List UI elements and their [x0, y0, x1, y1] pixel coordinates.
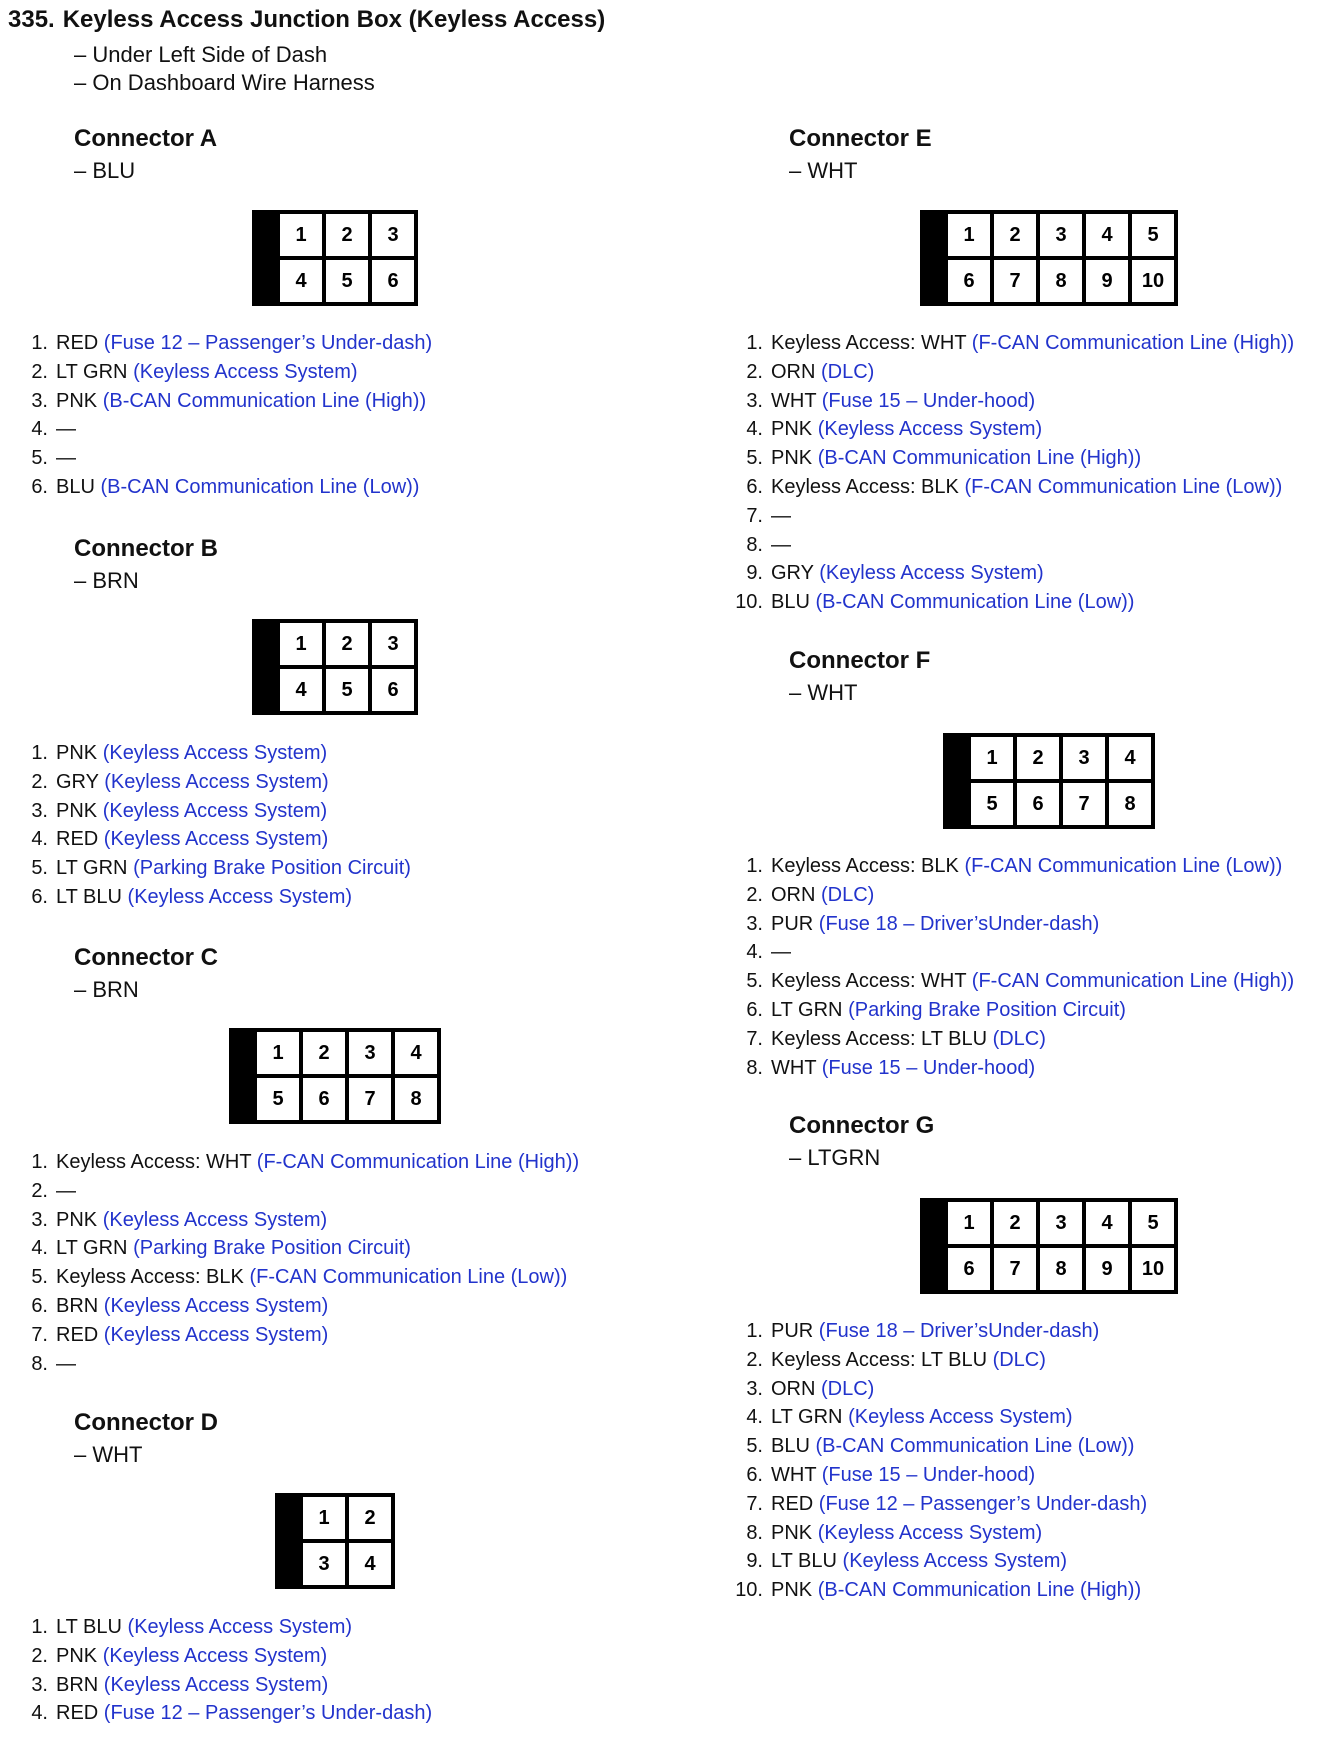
- pin-list-item: [8, 1350, 579, 1379]
- pin-number: 4.: [746, 941, 763, 964]
- wire-color: PNK: [56, 1208, 98, 1231]
- pin-cell: 8: [395, 1078, 437, 1120]
- connector-e-diagram: [920, 210, 1178, 306]
- pin-number: 4.: [31, 828, 48, 851]
- pin-number: 9.: [746, 562, 763, 585]
- pin-list-item: [723, 996, 1294, 1025]
- pin-cell: 1: [280, 214, 322, 256]
- pin-number: 8.: [746, 533, 763, 556]
- connector-name: Connector F: [789, 647, 931, 674]
- pin-list-item: [723, 938, 1294, 967]
- wire-color: ORN: [771, 360, 816, 383]
- pin-list-item: [8, 1234, 579, 1263]
- connector-f-diagram: [943, 733, 1155, 829]
- circuit-description: (Keyless Access System): [102, 1644, 328, 1667]
- pin-cell: 1: [948, 214, 990, 256]
- pin-list-item: [723, 1346, 1147, 1375]
- circuit-description: (Keyless Access System): [103, 1673, 329, 1696]
- pin-list-item: [8, 797, 411, 826]
- circuit-description: (Fuse 18 – Driver’sUnder-dash): [818, 912, 1100, 935]
- pin-cell: 3: [1040, 1202, 1082, 1244]
- pin-list-item: [8, 1671, 432, 1700]
- wire-color: LT BLU: [771, 1550, 837, 1573]
- pin-number: 8.: [746, 1521, 763, 1544]
- wire-color: RED: [56, 332, 99, 354]
- connector-a-diagram: [252, 210, 418, 306]
- pin-list-item: [723, 1317, 1147, 1346]
- wire-color: Keyless Access: BLK: [56, 1266, 244, 1289]
- pin-list-item: [8, 1321, 579, 1350]
- pin-cell: 4: [280, 669, 322, 711]
- circuit-description: (B-CAN Communication Line (High)): [817, 1579, 1142, 1602]
- pin-cell: 2: [1017, 737, 1059, 779]
- wire-color: PNK: [56, 389, 98, 412]
- pin-cell: 3: [303, 1543, 345, 1585]
- pin-number: 5.: [746, 447, 763, 470]
- pin-number: 3.: [31, 1673, 48, 1696]
- connector-d-pin-list: [8, 1613, 432, 1728]
- pin-list-item: [723, 1576, 1147, 1605]
- circuit-description: (Keyless Access System): [127, 1616, 353, 1638]
- pin-list-item: [8, 883, 411, 912]
- circuit-description: (DLC): [992, 1027, 1046, 1050]
- pin-cell: 2: [349, 1497, 391, 1539]
- circuit-description: (F-CAN Communication Line (High)): [256, 1151, 580, 1173]
- wire-color: WHT: [771, 1056, 817, 1079]
- wire-color: BLU: [56, 475, 95, 498]
- pin-number: 1.: [31, 742, 48, 764]
- circuit-description: (Keyless Access System): [817, 418, 1043, 441]
- circuit-description: (Parking Brake Position Circuit): [133, 1237, 411, 1260]
- pin-list-item: [723, 1490, 1147, 1519]
- pin-number: 1.: [746, 332, 763, 354]
- pin-cell: 4: [1086, 1202, 1128, 1244]
- pin-cell: 7: [349, 1078, 391, 1120]
- wire-color: WHT: [771, 389, 817, 412]
- wire-color: RED: [56, 828, 99, 851]
- pin-cell: 3: [372, 623, 414, 665]
- connector-name: Connector B: [74, 535, 218, 562]
- pin-list-item: [8, 1263, 579, 1292]
- wire-color: Keyless Access: BLK: [771, 855, 959, 877]
- pin-number: 2.: [31, 1179, 48, 1202]
- pin-cell: 4: [1086, 214, 1128, 256]
- pin-cell: 3: [349, 1032, 391, 1074]
- circuit-description: (Fuse 15 – Under-hood): [821, 1463, 1036, 1486]
- pin-list-item: [8, 473, 432, 502]
- wire-color: LT GRN: [771, 1406, 843, 1429]
- pin-list-item: [8, 444, 432, 473]
- pin-list-item: [723, 1025, 1294, 1054]
- pin-list-item: [8, 329, 432, 358]
- circuit-description: (B-CAN Communication Line (Low)): [815, 1435, 1135, 1458]
- pin-number: 3.: [31, 799, 48, 822]
- pin-number: 7.: [746, 504, 763, 527]
- pin-cell: 10: [1132, 260, 1174, 302]
- pin-cell: 2: [303, 1032, 345, 1074]
- pin-cell: 2: [994, 214, 1036, 256]
- circuit-description: (Keyless Access System): [102, 742, 328, 764]
- pin-cell: 5: [326, 260, 368, 302]
- wire-color: PUR: [771, 1320, 814, 1342]
- pin-cell: 5: [257, 1078, 299, 1120]
- connector-color: – BRN: [74, 977, 139, 1002]
- pin-number: 7.: [746, 1492, 763, 1515]
- pin-number: 6.: [31, 885, 48, 908]
- pin-number: 3.: [31, 389, 48, 412]
- pin-list-item: [8, 1292, 579, 1321]
- circuit-description: (F-CAN Communication Line (High)): [971, 332, 1295, 354]
- pin-list-item: [8, 1206, 579, 1235]
- pin-cell: 3: [372, 214, 414, 256]
- pin-cell: 5: [326, 669, 368, 711]
- pin-cell: 4: [349, 1543, 391, 1585]
- pin-list-item: [8, 387, 432, 416]
- wire-color: Keyless Access: WHT: [771, 332, 967, 354]
- pin-cell: 9: [1086, 260, 1128, 302]
- wire-color: LT GRN: [771, 998, 843, 1021]
- pin-cell: 6: [303, 1078, 345, 1120]
- pin-number: 6.: [746, 998, 763, 1021]
- pin-number: 8.: [31, 1352, 48, 1375]
- pin-list-item: [723, 967, 1294, 996]
- circuit-description: (Keyless Access System): [102, 799, 328, 822]
- circuit-description: (F-CAN Communication Line (Low)): [964, 855, 1283, 877]
- pin-list-item: [8, 768, 411, 797]
- pin-number: 6.: [746, 475, 763, 498]
- wire-color: —: [771, 533, 791, 556]
- circuit-description: (Keyless Access System): [819, 562, 1044, 585]
- wire-color: LT GRN: [56, 857, 128, 880]
- pin-list-item: [723, 444, 1294, 473]
- circuit-description: (B-CAN Communication Line (Low)): [815, 591, 1135, 614]
- circuit-description: (DLC): [821, 360, 875, 383]
- pin-number: 3.: [746, 912, 763, 935]
- connector-color: – WHT: [789, 158, 858, 183]
- pin-number: 10.: [735, 1579, 763, 1602]
- pin-list-item: [723, 1403, 1147, 1432]
- wire-color: BRN: [56, 1673, 99, 1696]
- pin-list-item: [8, 358, 432, 387]
- connector-color: – WHT: [789, 680, 858, 705]
- circuit-description: (Keyless Access System): [103, 1294, 329, 1317]
- connector-name: Connector A: [74, 125, 218, 152]
- pin-list-item: [723, 1375, 1147, 1404]
- pin-cell: 6: [1017, 783, 1059, 825]
- pin-list-item: [8, 1613, 432, 1642]
- pin-number: 1.: [746, 855, 763, 877]
- pin-number: 4.: [746, 418, 763, 441]
- wire-color: LT BLU: [56, 1616, 122, 1638]
- wire-color: BRN: [56, 1294, 99, 1317]
- connector-c-diagram: [229, 1028, 441, 1124]
- wire-color: BLU: [771, 591, 810, 614]
- pin-cell: 6: [948, 1248, 990, 1290]
- connector-c-pin-list: [8, 1148, 579, 1378]
- pin-list-item: [8, 1699, 432, 1728]
- circuit-description: (DLC): [992, 1348, 1046, 1371]
- pin-number: 7.: [31, 1323, 48, 1346]
- circuit-description: (Keyless Access System): [133, 360, 358, 383]
- pin-cell: 4: [395, 1032, 437, 1074]
- pin-list-item: [723, 1547, 1147, 1576]
- pin-list-item: [723, 910, 1294, 939]
- connector-color: – BRN: [74, 568, 139, 593]
- pin-cell: 10: [1132, 1248, 1174, 1290]
- circuit-description: (Keyless Access System): [842, 1550, 1068, 1573]
- circuit-description: (F-CAN Communication Line (Low)): [964, 475, 1283, 498]
- circuit-description: (Keyless Access System): [127, 885, 353, 908]
- pin-cell: 5: [1132, 214, 1174, 256]
- pin-cell: 6: [372, 669, 414, 711]
- pin-cell: 1: [257, 1032, 299, 1074]
- pin-number: 7.: [746, 1027, 763, 1050]
- wire-color: —: [56, 418, 76, 441]
- circuit-description: (DLC): [821, 1377, 875, 1400]
- pin-list-item: [8, 739, 411, 768]
- pin-list-item: [8, 1148, 579, 1177]
- page-title: [8, 6, 605, 34]
- wire-color: Keyless Access: BLK: [771, 475, 959, 498]
- pin-number: 5.: [746, 970, 763, 993]
- connector-color: – BLU: [74, 158, 136, 183]
- pin-list-item: [723, 329, 1294, 358]
- wire-color: RED: [771, 1492, 814, 1515]
- wire-color: PNK: [771, 447, 813, 470]
- wire-color: —: [771, 941, 791, 964]
- pin-cell: 8: [1040, 260, 1082, 302]
- pin-cell: 7: [994, 260, 1036, 302]
- pin-list-item: [723, 358, 1294, 387]
- connector-name: Connector G: [789, 1112, 935, 1139]
- circuit-description: (F-CAN Communication Line (Low)): [249, 1266, 568, 1289]
- pin-cell: 6: [372, 260, 414, 302]
- pin-list-item: [723, 1519, 1147, 1548]
- pin-list-item: [723, 881, 1294, 910]
- circuit-description: (Fuse 12 – Passenger’s Under-dash): [103, 332, 433, 354]
- connector-g-diagram: [920, 1198, 1178, 1294]
- pin-list-item: [723, 502, 1294, 531]
- pin-list-item: [723, 1054, 1294, 1083]
- pin-list-item: [723, 588, 1294, 617]
- section-number: 335.: [8, 6, 55, 33]
- pin-list-item: [8, 1177, 579, 1206]
- pin-number: 2.: [31, 1644, 48, 1667]
- wire-color: PNK: [56, 742, 98, 764]
- pin-list-item: [723, 1432, 1147, 1461]
- pin-number: 4.: [31, 418, 48, 441]
- pin-cell: 2: [326, 623, 368, 665]
- pin-list-item: [8, 825, 411, 854]
- circuit-description: (Keyless Access System): [104, 770, 329, 793]
- wire-color: —: [771, 504, 791, 527]
- pin-list-item: [8, 854, 411, 883]
- circuit-description: (F-CAN Communication Line (High)): [971, 970, 1295, 993]
- location-line-2: – On Dashboard Wire Harness: [74, 70, 375, 95]
- pin-cell: 1: [280, 623, 322, 665]
- wire-color: —: [56, 1352, 76, 1375]
- pin-number: 4.: [31, 1237, 48, 1260]
- circuit-description: (Keyless Access System): [848, 1406, 1073, 1429]
- circuit-description: (B-CAN Communication Line (High)): [102, 389, 427, 412]
- pin-number: 1.: [31, 1151, 48, 1173]
- wire-color: PNK: [56, 799, 98, 822]
- pin-cell: 4: [280, 260, 322, 302]
- pin-number: 4.: [746, 1406, 763, 1429]
- connector-name: Connector D: [74, 1409, 218, 1436]
- pin-number: 2.: [746, 883, 763, 906]
- pin-number: 1.: [31, 332, 48, 354]
- pin-list-item: [723, 559, 1294, 588]
- pin-cell: 5: [971, 783, 1013, 825]
- connector-a-pin-list: [8, 329, 432, 502]
- connector-b-pin-list: [8, 739, 411, 912]
- wire-color: ORN: [771, 1377, 816, 1400]
- pin-cell: 2: [994, 1202, 1036, 1244]
- pin-list-item: [723, 531, 1294, 560]
- wire-color: BLU: [771, 1435, 810, 1458]
- pin-number: 2.: [746, 360, 763, 383]
- pin-number: 5.: [31, 447, 48, 470]
- wire-color: LT BLU: [56, 885, 122, 908]
- wire-color: RED: [56, 1323, 99, 1346]
- wire-color: PNK: [771, 1579, 813, 1602]
- wire-color: WHT: [771, 1463, 817, 1486]
- connector-name: Connector C: [74, 944, 218, 971]
- connector-e-pin-list: [723, 329, 1294, 617]
- circuit-description: (Parking Brake Position Circuit): [133, 857, 411, 880]
- connector-name: Connector E: [789, 125, 932, 152]
- circuit-description: (B-CAN Communication Line (Low)): [100, 475, 420, 498]
- circuit-description: (Keyless Access System): [103, 828, 329, 851]
- wire-color: —: [56, 1179, 76, 1202]
- wire-color: GRY: [771, 562, 814, 585]
- pin-number: 3.: [746, 1377, 763, 1400]
- pin-cell: 1: [303, 1497, 345, 1539]
- wire-color: PNK: [56, 1644, 98, 1667]
- pin-list-item: [723, 852, 1294, 881]
- wire-color: PNK: [771, 418, 813, 441]
- pin-number: 5.: [31, 1266, 48, 1289]
- pin-number: 1.: [31, 1616, 48, 1638]
- pin-number: 10.: [735, 591, 763, 614]
- pin-list-item: [8, 415, 432, 444]
- circuit-description: (DLC): [821, 883, 875, 906]
- pin-number: 6.: [746, 1463, 763, 1486]
- pin-cell: 2: [326, 214, 368, 256]
- circuit-description: (Fuse 15 – Under-hood): [821, 1056, 1036, 1079]
- wire-color: Keyless Access: WHT: [771, 970, 967, 993]
- pin-number: 8.: [746, 1056, 763, 1079]
- location-line-1: – Under Left Side of Dash: [74, 42, 328, 67]
- wire-color: PNK: [771, 1521, 813, 1544]
- pin-cell: 3: [1040, 214, 1082, 256]
- circuit-description: (Fuse 18 – Driver’sUnder-dash): [818, 1320, 1100, 1342]
- pin-number: 9.: [746, 1550, 763, 1573]
- pin-number: 2.: [746, 1348, 763, 1371]
- pin-number: 2.: [31, 360, 48, 383]
- pin-number: 1.: [746, 1320, 763, 1342]
- pin-number: 3.: [31, 1208, 48, 1231]
- wire-color: Keyless Access: LT BLU: [771, 1027, 988, 1050]
- wire-color: —: [56, 447, 76, 470]
- circuit-description: (Parking Brake Position Circuit): [848, 998, 1126, 1021]
- connector-b-diagram: [252, 619, 418, 715]
- pin-list-item: [723, 415, 1294, 444]
- circuit-description: (Fuse 12 – Passenger’s Under-dash): [103, 1702, 433, 1725]
- pin-cell: 9: [1086, 1248, 1128, 1290]
- pin-number: 3.: [746, 389, 763, 412]
- connector-f-pin-list: [723, 852, 1294, 1082]
- pin-number: 5.: [31, 857, 48, 880]
- connector-d-diagram: [275, 1493, 395, 1589]
- connector-color: – LTGRN: [789, 1145, 881, 1170]
- pin-number: 6.: [31, 475, 48, 498]
- pin-list-item: [723, 1461, 1147, 1490]
- connector-g-pin-list: [723, 1317, 1147, 1605]
- pin-cell: 3: [1063, 737, 1105, 779]
- circuit-description: (Keyless Access System): [102, 1208, 328, 1231]
- circuit-description: (Keyless Access System): [103, 1323, 329, 1346]
- section-title: Keyless Access Junction Box (Keyless Access): [62, 6, 606, 33]
- pin-list-item: [8, 1642, 432, 1671]
- pin-cell: 1: [971, 737, 1013, 779]
- pin-cell: 1: [948, 1202, 990, 1244]
- circuit-description: (B-CAN Communication Line (High)): [817, 447, 1142, 470]
- circuit-description: (Fuse 12 – Passenger’s Under-dash): [818, 1492, 1148, 1515]
- pin-cell: 7: [994, 1248, 1036, 1290]
- wire-color: GRY: [56, 770, 99, 793]
- pin-cell: 4: [1109, 737, 1151, 779]
- pin-cell: 7: [1063, 783, 1105, 825]
- circuit-description: (Keyless Access System): [817, 1521, 1043, 1544]
- wire-color: Keyless Access: WHT: [56, 1151, 252, 1173]
- pin-number: 4.: [31, 1702, 48, 1725]
- wire-color: Keyless Access: LT BLU: [771, 1348, 988, 1371]
- pin-list-item: [723, 473, 1294, 502]
- pin-cell: 8: [1040, 1248, 1082, 1290]
- pin-cell: 6: [948, 260, 990, 302]
- wire-color: LT GRN: [56, 360, 128, 383]
- connector-color: – WHT: [74, 1442, 143, 1467]
- pin-number: 6.: [31, 1294, 48, 1317]
- wire-color: PUR: [771, 912, 814, 935]
- pin-number: 5.: [746, 1435, 763, 1458]
- wire-color: RED: [56, 1702, 99, 1725]
- pin-number: 2.: [31, 770, 48, 793]
- pin-cell: 8: [1109, 783, 1151, 825]
- wire-color: LT GRN: [56, 1237, 128, 1260]
- pin-list-item: [723, 387, 1294, 416]
- pin-cell: 5: [1132, 1202, 1174, 1244]
- circuit-description: (Fuse 15 – Under-hood): [821, 389, 1036, 412]
- wire-color: ORN: [771, 883, 816, 906]
